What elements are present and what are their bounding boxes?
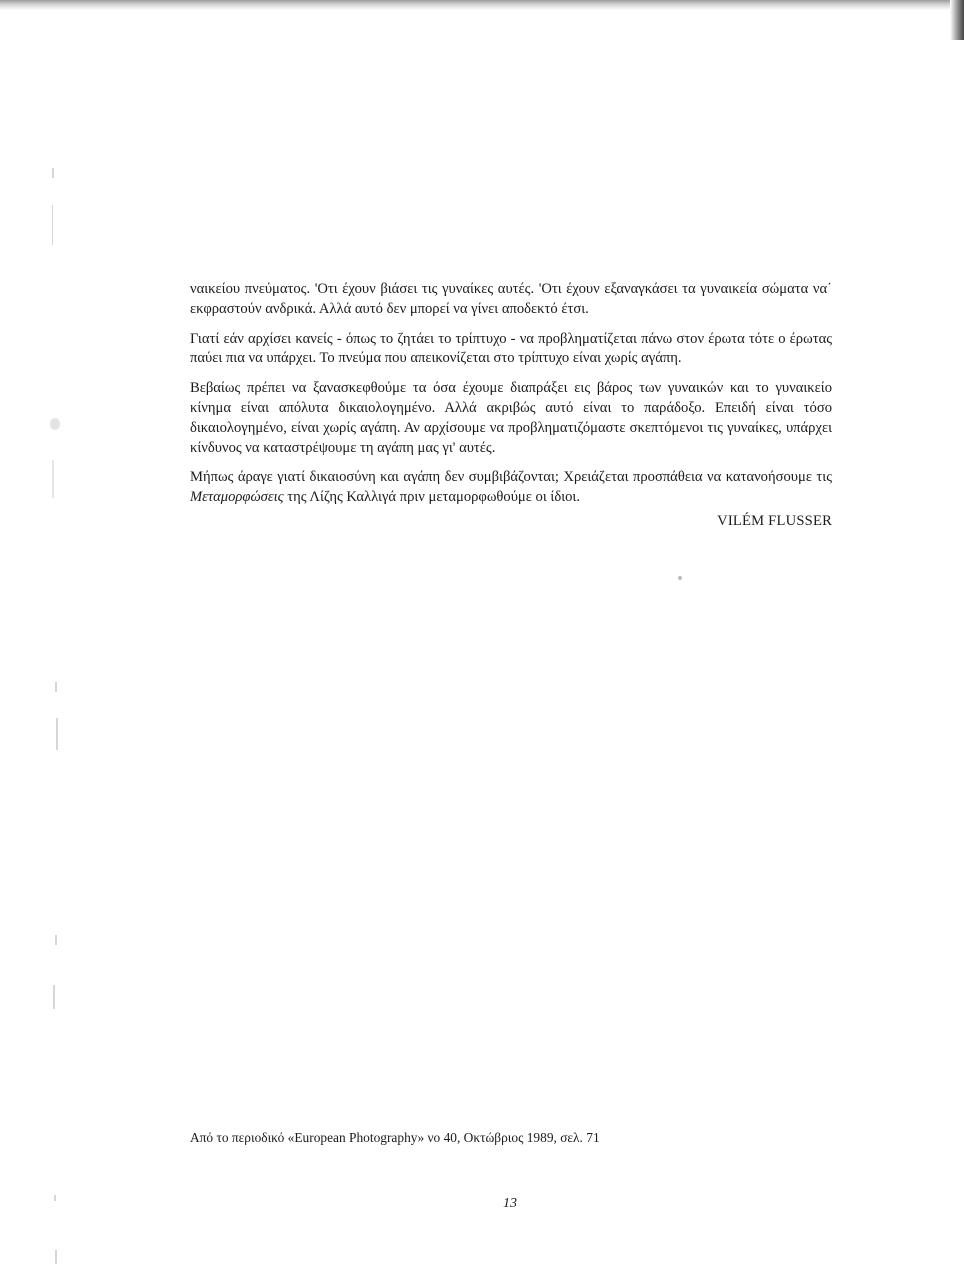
margin-mark	[54, 1195, 56, 1201]
margin-mark	[52, 460, 54, 498]
scan-edge-top	[0, 0, 964, 10]
author-signature: VILÉM FLUSSER	[717, 512, 832, 529]
margin-mark	[50, 418, 60, 430]
paragraph-4	[190, 468, 832, 508]
margin-mark	[53, 985, 55, 1009]
margin-mark	[56, 718, 58, 750]
margin-mark	[52, 205, 53, 245]
paragraph-1: ναικείου πνεύματος. 'Οτι έχουν βιάσει τις γυναίκες αυτές. 'Οτι έχουν εξαναγκάσει τα γυναικεία σώματα να΄ εκφραστούν ανδρικά. Αλλά αυτό δεν μπορεί να γίνει αποδεκτό έτσι.	[190, 281, 832, 317]
scan-edge-right	[950, 0, 964, 40]
paragraph-3: Βεβαίως πρέπει να ξανασκεφθούμε τα όσα έχουμε διαπράξει εις βάρος των γυναικών και το γυναικείο κίνημα είναι απόλυτα δικαιολογημένο. Αλλά ακριβώς αυτό είναι το παράδοξο. Επειδή είναι τόσο δικαιολογημένο, είναι χωρίς αγάπη. Αν αρχίσουμε να προβληματιζόμαστε σκεπτόμενοι τις γυναίκες, υπάρχει κίνδυνος να καταστρέψουμε τη αγάπη μας γι' αυτές.	[190, 380, 832, 456]
margin-mark	[55, 1250, 57, 1264]
article-body	[190, 280, 832, 532]
page-number: 13	[503, 1196, 517, 1211]
paragraph-2: Γιατί εάν αρχίσει κανείς - όπως το ζητάει το τρίπτυχο - να προβληματίζεται πάνω στον έρωτα τότε ο έρωτας παύει πια να υπάρχει. Το πνεύμα που απεικονίζεται στο τρίπτυχο είναι χωρίς αγάπη.	[190, 330, 832, 367]
source-citation: Από το περιοδικό «European Photography» νο 40, Οκτώβριος 1989, σελ. 71	[190, 1130, 600, 1145]
margin-mark	[52, 168, 54, 178]
paragraph-4-end: της Λίζης Καλλιγά πριν μεταμορφωθούμε οι ίδιοι.	[283, 489, 581, 506]
scan-speck	[678, 576, 682, 580]
margin-mark	[55, 935, 57, 945]
margin-mark	[55, 682, 57, 692]
book-title: Μεταμορφώσεις	[190, 489, 284, 506]
paragraph-4-start: Μήπως άραγε γιατί δικαιοσύνη και αγάπη δεν συμβιβάζονται; Χρειάζεται προσπάθεια να κατανοήσουμε τις	[190, 469, 832, 486]
